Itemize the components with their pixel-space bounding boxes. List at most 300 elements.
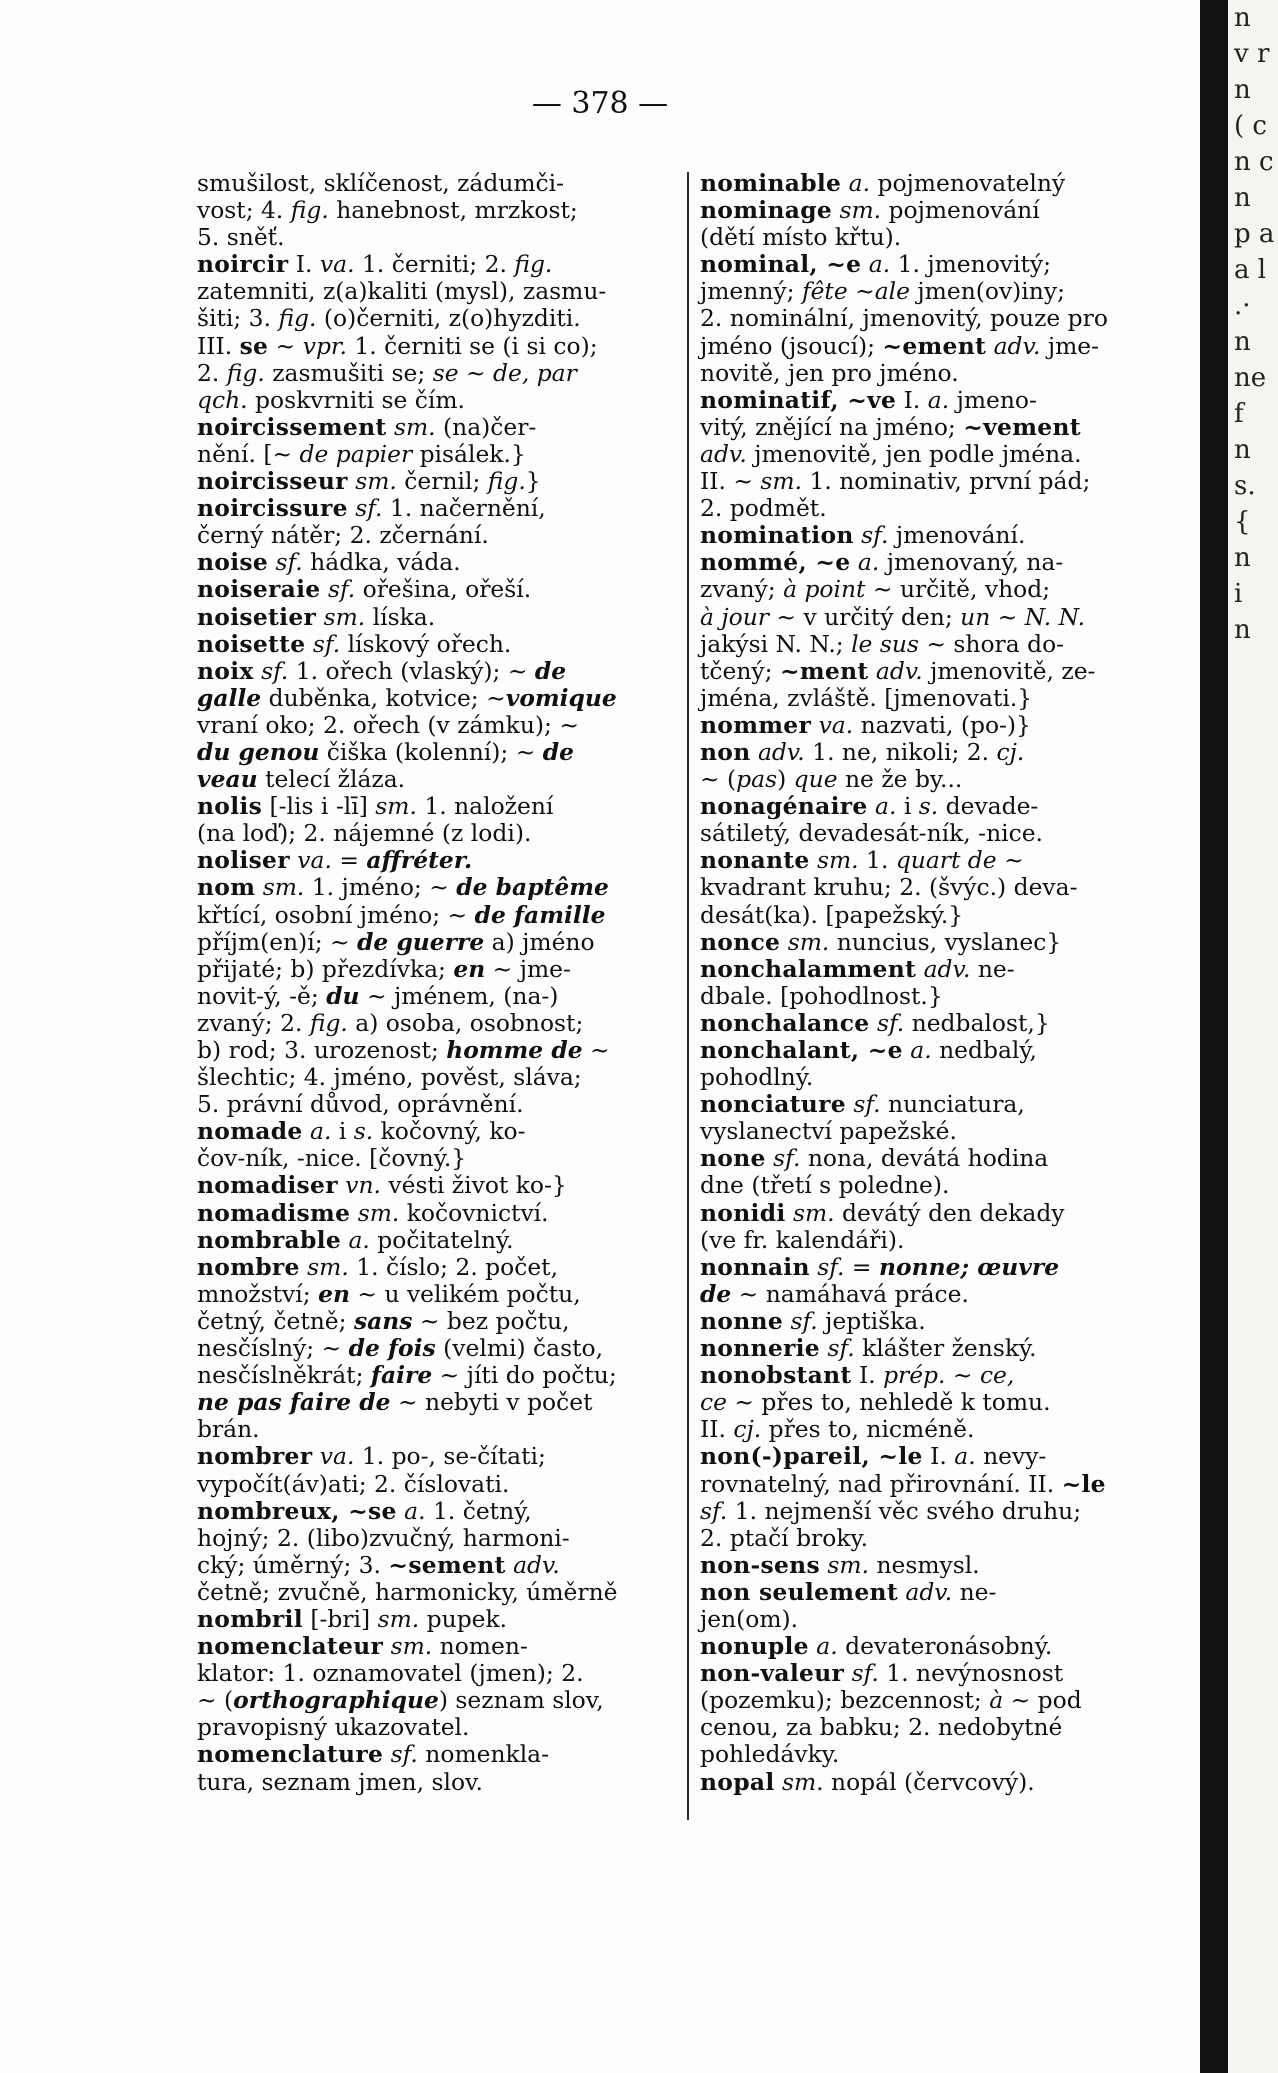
entry-text (305, 630, 312, 658)
entry-text: ~ ( (197, 1686, 234, 1715)
entry-text: ~ jménem, (na-) (359, 981, 559, 1010)
headword: ~le (1061, 1469, 1106, 1498)
page-fragment-text: n c (1234, 147, 1274, 177)
entry-text (786, 1199, 793, 1227)
entry-text: novitě, jen pro jméno. (700, 358, 959, 387)
entry-line (197, 793, 672, 820)
page-fragment-text: i (1234, 579, 1243, 609)
entry-text: de (534, 656, 567, 685)
entry-text: duběnka, kotvice; ~ (261, 683, 506, 712)
headword: nombril (197, 1604, 303, 1633)
entry-text: I. (851, 1361, 884, 1390)
entry-text: [-lis i -lī] (262, 792, 376, 821)
entry-text (350, 1199, 357, 1227)
entry-text (780, 928, 787, 956)
entry-text: fig. (290, 196, 329, 225)
entry-line (700, 631, 1175, 658)
headword: none (700, 1144, 766, 1173)
headword: nomenclateur (197, 1632, 384, 1661)
entry-line (700, 1552, 1175, 1579)
entry-line (700, 1091, 1175, 1118)
entry-text: adv. (905, 1577, 953, 1606)
entry-text: novit-ý, -ě; (197, 981, 327, 1010)
entry-line (197, 1335, 672, 1362)
entry-text: jakýsi N. N.; (700, 629, 852, 658)
entry-text: sf. (853, 1090, 881, 1119)
entry-line (197, 1308, 672, 1335)
entry-line (700, 1633, 1175, 1660)
page-fragment-text: { (1234, 507, 1251, 537)
entry-text: sm. (760, 467, 803, 496)
entry-line (197, 1525, 672, 1552)
headword: nonagénaire (700, 792, 868, 821)
headword: ~vement (963, 412, 1081, 441)
entry-text: adv. (513, 1550, 560, 1579)
headword: nombre (197, 1252, 300, 1281)
entry-text: nopál (červcový). (823, 1767, 1035, 1796)
entry-text: ) (777, 765, 794, 794)
entry-text: počitatelný. (369, 1225, 514, 1254)
entry-line (197, 549, 672, 576)
entry-text (387, 413, 394, 441)
entry-line (700, 1606, 1175, 1633)
entry-line (700, 658, 1175, 685)
entry-line (700, 549, 1175, 576)
entry-text: va. (319, 1442, 355, 1471)
headword: nonante (700, 846, 810, 875)
entry-text: jmenovaný, na- (879, 548, 1064, 577)
headword: nominatif, ~ve (700, 385, 897, 414)
entry-text: fig. (487, 467, 526, 496)
entry-text: à point (783, 575, 866, 604)
entry-line (197, 658, 672, 685)
entry-line (197, 1741, 672, 1768)
entry-text (868, 792, 875, 820)
headword: noircissure (197, 494, 348, 523)
entry-text: dbale. [pohodlnost.} (700, 981, 943, 1010)
entry-text: sm. (375, 792, 417, 821)
entry-text: 1. číslo; 2. počet, (348, 1252, 559, 1281)
entry-line (197, 1118, 672, 1145)
entry-text: s. (918, 792, 939, 821)
entry-text: a. (348, 1225, 370, 1254)
entry-text: homme de (446, 1036, 583, 1064)
entry-line (197, 1687, 672, 1714)
entry-line (197, 1606, 672, 1633)
entry-text: smušilost, sklíčenost, zádumči- (197, 169, 565, 197)
entry-text: a. (310, 1117, 332, 1146)
entry-text: se ~ de, par (432, 358, 577, 387)
entry-text: přijaté; b) přezdívka; (197, 954, 454, 983)
entry-text: } (525, 467, 541, 496)
entry-line (197, 576, 672, 603)
entry-text: 1. po-, se-čítati; (354, 1442, 546, 1471)
entry-text: sf. (261, 656, 289, 685)
headword: noircissement (197, 412, 387, 441)
entry-text: sm. (262, 873, 305, 902)
entry-text: vpr. (302, 331, 347, 360)
entry-text: černil; (396, 467, 488, 496)
entry-text: de fois (348, 1334, 436, 1363)
entry-line (700, 1714, 1175, 1741)
entry-text: de (700, 1279, 732, 1308)
entry-line (700, 712, 1175, 739)
entry-line (197, 902, 672, 929)
entry-text: 1. (858, 846, 896, 875)
entry-text (312, 1442, 319, 1470)
entry-line (700, 197, 1175, 224)
entry-text: (na)čer- (435, 412, 537, 441)
headword: nomadiser (197, 1171, 338, 1200)
headword: non-sens (700, 1550, 820, 1579)
entry-text: prép. (883, 1361, 946, 1390)
entry-text: hanebnost, mrzkost; (328, 196, 578, 225)
entry-line (700, 766, 1175, 793)
entry-text: (o)černiti, z(o)hyzditi. (316, 304, 581, 333)
entry-line (700, 387, 1175, 414)
entry-text: sm. (377, 1604, 420, 1633)
entry-line (700, 1227, 1175, 1254)
entry-line (197, 1200, 672, 1227)
page-fragment-text: ne (1234, 363, 1267, 393)
headword: noisetier (197, 602, 317, 631)
column-divider (687, 172, 689, 1820)
entry-text: a. (927, 385, 950, 414)
entry-line (197, 1633, 672, 1660)
headword: nonchalamment (700, 954, 917, 983)
entry-text (775, 1768, 782, 1796)
entry-text (986, 332, 993, 360)
entry-text: vomique (505, 683, 617, 712)
headword: noisette (197, 629, 306, 658)
page-fragment-text: v r (1234, 39, 1270, 69)
entry-text: fig. (278, 304, 317, 333)
entry-text: sf. (876, 1008, 905, 1037)
entry-text: pojmenovatelný (870, 169, 1066, 197)
entry-text: nění. [~ (197, 439, 300, 468)
entry-text: ) seznam slov, (438, 1686, 604, 1715)
entry-text: lískový ořech. (340, 629, 512, 658)
headword: nopal (700, 1767, 775, 1796)
entry-text: ~ u velikém počtu, (349, 1279, 581, 1308)
entry-line (197, 1227, 672, 1254)
entry-text: de guerre (357, 927, 485, 956)
entry-text: sm. (357, 1198, 400, 1227)
entry-text: galle (197, 683, 262, 712)
entry-text: fig. (514, 250, 553, 279)
entry-text: sm. (817, 846, 859, 875)
entry-text: jeptiška. (817, 1306, 926, 1335)
entry-line (197, 1064, 672, 1091)
entry-text: šiti; 3. (197, 304, 279, 333)
entry-text: nesčíslný; ~ (197, 1334, 349, 1363)
headword: noix (197, 656, 254, 685)
entry-text: zasmušiti se; (264, 358, 433, 387)
headword: non (700, 737, 751, 766)
entry-line (197, 1362, 672, 1389)
headword: noircisseur (197, 467, 348, 496)
entry-line (197, 224, 672, 251)
entry-text: nonne; œuvre (878, 1252, 1060, 1281)
entry-text: ~ (268, 331, 303, 360)
page-fragment-text: n (1234, 183, 1251, 213)
entry-text: sf. (773, 1144, 801, 1173)
entry-text: (dětí místo křtu). (700, 223, 902, 252)
entry-text: sm. (792, 1198, 835, 1227)
entry-text: b) rod; 3. urozenost; (197, 1036, 447, 1064)
entry-line (197, 278, 672, 305)
entry-line (700, 441, 1175, 468)
entry-text: quart de (895, 846, 997, 875)
entry-text: 1. černiti; 2. (354, 250, 515, 279)
entry-text: sm. (787, 927, 830, 956)
entry-line (700, 1010, 1175, 1037)
page-fragment-text: n (1234, 3, 1251, 33)
entry-text: pas (736, 765, 778, 794)
entry-line (197, 766, 672, 793)
entry-text: a. (404, 1496, 426, 1525)
entry-line (700, 1416, 1175, 1443)
entry-text: ~ bez počtu, (412, 1306, 570, 1335)
entry-text: a. (954, 1442, 976, 1471)
entry-text: va. (297, 846, 332, 875)
entry-text: 1. ne, nikoli; 2. (804, 737, 997, 766)
entry-text: a. (848, 169, 871, 197)
entry-text: que (793, 765, 838, 794)
entry-text: pisálek.} (412, 439, 526, 468)
entry-text: affréter. (366, 846, 473, 875)
entry-line (197, 1579, 672, 1606)
entry-text (303, 1117, 310, 1145)
entry-text: a. (868, 250, 891, 279)
entry-line (197, 1416, 672, 1443)
entry-line (197, 1172, 672, 1199)
entry-line (197, 522, 672, 549)
entry-text: ~ pod (1003, 1686, 1082, 1715)
entry-text (383, 1740, 390, 1768)
entry-line (700, 278, 1175, 305)
entry-line (700, 793, 1175, 820)
entry-text: pohodlný. (700, 1063, 814, 1092)
entry-line (700, 1687, 1175, 1714)
entry-line (700, 1308, 1175, 1335)
entry-line (197, 251, 672, 278)
entry-text: vraní oko; 2. ořech (v zámku); ~ (197, 710, 579, 739)
entry-text: líska. (365, 602, 436, 631)
entry-text: devade- (938, 792, 1039, 821)
page-fragment-text: p a (1234, 219, 1275, 249)
entry-text: ne že by... (837, 765, 963, 794)
entry-line (700, 360, 1175, 387)
entry-text: sf. (275, 548, 303, 577)
headword: nombrer (197, 1442, 313, 1471)
entry-line (700, 1145, 1175, 1172)
entry-text: devátý den dekady (834, 1198, 1065, 1227)
entry-text: tura, seznam jmen, slov. (197, 1767, 483, 1796)
entry-text: sans (353, 1306, 413, 1335)
entry-text: 1. nejmenší věc svého druhu; (727, 1496, 1082, 1525)
entry-text: desát(ka). [papežský.} (700, 900, 964, 929)
entry-text: de papier (299, 439, 413, 468)
headword: nominal, ~e (700, 250, 862, 279)
entry-text: le sus (851, 629, 919, 658)
entry-text: du (326, 981, 360, 1010)
entry-line (197, 1552, 672, 1579)
entry-line (197, 847, 672, 874)
entry-line (700, 1200, 1175, 1227)
entry-text: jmenovitě, jen podle jména. (746, 439, 1082, 468)
entry-text: vn. (345, 1171, 381, 1200)
entry-line (197, 197, 672, 224)
entry-line (197, 1254, 672, 1281)
entry-text: qch. (197, 385, 248, 414)
page-fragment-text: n (1234, 327, 1251, 357)
entry-text: sf. (312, 629, 341, 658)
entry-text: ne- (952, 1577, 997, 1606)
entry-text: 5. právní důvod, oprávnění. (197, 1090, 524, 1119)
entry-text: sm. (390, 1632, 433, 1661)
entry-line (700, 1741, 1175, 1768)
entry-text: nesmysl. (869, 1550, 980, 1579)
entry-text: ~ ( (700, 765, 737, 794)
entry-line (197, 820, 672, 847)
entry-line (700, 902, 1175, 929)
entry-text: nazvati, (po-)} (853, 710, 1031, 739)
entry-line (700, 576, 1175, 603)
entry-text (868, 657, 875, 685)
entry-text: du genou (197, 737, 320, 766)
entry-line (197, 170, 672, 197)
entry-text (870, 1009, 877, 1037)
entry-text: de famille (474, 900, 606, 929)
entry-text: I. (922, 1442, 955, 1471)
entry-text: 1. jméno; ~ (304, 873, 457, 902)
entry-line (700, 1769, 1175, 1796)
entry-line (700, 1660, 1175, 1687)
entry-text: zvaný; (700, 575, 784, 604)
entry-line (700, 983, 1175, 1010)
entry-text: adv. (700, 439, 747, 468)
headword: nombrable (197, 1225, 342, 1254)
entry-text: cký; úměrný; 3. (197, 1550, 389, 1579)
entry-line (700, 251, 1175, 278)
entry-line (197, 712, 672, 739)
headword: nonuple (700, 1632, 809, 1661)
entry-text: sm. (827, 1550, 870, 1579)
entry-line (700, 604, 1175, 631)
headword: nominage (700, 196, 833, 225)
entry-text: 2. podmět. (700, 494, 827, 523)
entry-text: ~ určitě, vhod; (865, 575, 1051, 604)
entry-text: jména, zvláště. [jmenovati.} (700, 683, 1033, 712)
entry-text: = (844, 1252, 879, 1281)
entry-text: 1. nevýnosnost (878, 1659, 1064, 1688)
adjacent-page-fragment (1228, 0, 1278, 2073)
entry-line (700, 1498, 1175, 1525)
entry-line (197, 387, 672, 414)
entry-text: nedbalý, (931, 1036, 1037, 1064)
entry-line (700, 1471, 1175, 1498)
entry-text: ~ (582, 1036, 610, 1064)
entry-text: 1. jmenovitý; (890, 250, 1051, 279)
entry-text: I. (288, 250, 320, 279)
entry-line (197, 874, 672, 901)
entry-text: adv. (923, 954, 971, 983)
entry-text (810, 846, 817, 874)
entry-text: sátiletý, devadesát-ník, -nice. (700, 819, 1043, 848)
entry-text: sm. (839, 196, 882, 225)
entry-text: ~ jme- (485, 954, 571, 983)
entry-text: tčený; (700, 656, 780, 685)
entry-text: nesčíslněkrát; (197, 1361, 371, 1390)
entry-text: I. (896, 385, 928, 414)
entry-text: i (896, 792, 919, 821)
entry-text: kvadrant kruhu; 2. (švýc.) deva- (700, 873, 1078, 902)
entry-text: II. (700, 1415, 734, 1444)
entry-text: zatemniti, z(a)kaliti (mysl), zasmu- (197, 277, 607, 306)
entry-text: nuncius, vyslanec} (829, 927, 1062, 956)
entry-text: = (331, 846, 367, 875)
entry-line (700, 1579, 1175, 1606)
entry-text: N. N. (1024, 602, 1086, 631)
entry-line (197, 1660, 672, 1687)
entry-line (197, 631, 672, 658)
entry-text (916, 955, 923, 983)
entry-text: jmenování. (888, 521, 1026, 550)
entry-text: ~ jíti do počtu; (432, 1361, 617, 1390)
entry-text: přes to, nicméně. (761, 1415, 975, 1444)
entry-text: ~ přes to, nehledě k tomu. (726, 1388, 1051, 1417)
headword: nonidi (700, 1198, 786, 1227)
entry-line (197, 685, 672, 712)
headword: nomadisme (197, 1198, 351, 1227)
entry-line (700, 495, 1175, 522)
headword: ~ement (882, 331, 987, 360)
entry-text: vésti život ko-} (380, 1171, 567, 1200)
headword: nonchalance (700, 1008, 870, 1037)
entry-text: à (989, 1686, 1004, 1715)
entry-text (316, 603, 323, 631)
entry-text: (na loď); 2. nájemné (z lodi). (197, 819, 532, 848)
entry-text: telecí žláza. (257, 765, 406, 794)
entry-line (197, 1091, 672, 1118)
entry-text: nomen- (432, 1632, 528, 1661)
entry-text (254, 657, 261, 685)
entry-text: ~ shora do- (918, 629, 1065, 658)
entry-text: sf. (390, 1740, 418, 1769)
entry-text: pohledávky. (700, 1740, 840, 1769)
entry-text: 2. ptačí broky. (700, 1523, 869, 1552)
entry-text: adv. (875, 656, 923, 685)
entry-line (197, 414, 672, 441)
entry-text: sf. (700, 1496, 728, 1525)
entry-line (700, 874, 1175, 901)
entry-text: černý nátěr; 2. zčernání. (197, 521, 489, 550)
headword: nomenclature (197, 1740, 384, 1769)
entry-line (197, 441, 672, 468)
entry-text: nedbalost,} (904, 1008, 1050, 1037)
entry-text (850, 548, 857, 576)
entry-text: sf. (851, 1659, 879, 1688)
entry-text: sf. (817, 1252, 845, 1281)
entry-text: kočovnictví. (399, 1198, 549, 1227)
entry-text: sm. (355, 467, 397, 496)
entry-text: dne (třetí s poledne). (700, 1171, 950, 1200)
entry-text: poskvrniti se čím. (247, 385, 465, 414)
entry-line (700, 522, 1175, 549)
entry-line (700, 224, 1175, 251)
entry-text: 1. načernění, (382, 494, 546, 523)
